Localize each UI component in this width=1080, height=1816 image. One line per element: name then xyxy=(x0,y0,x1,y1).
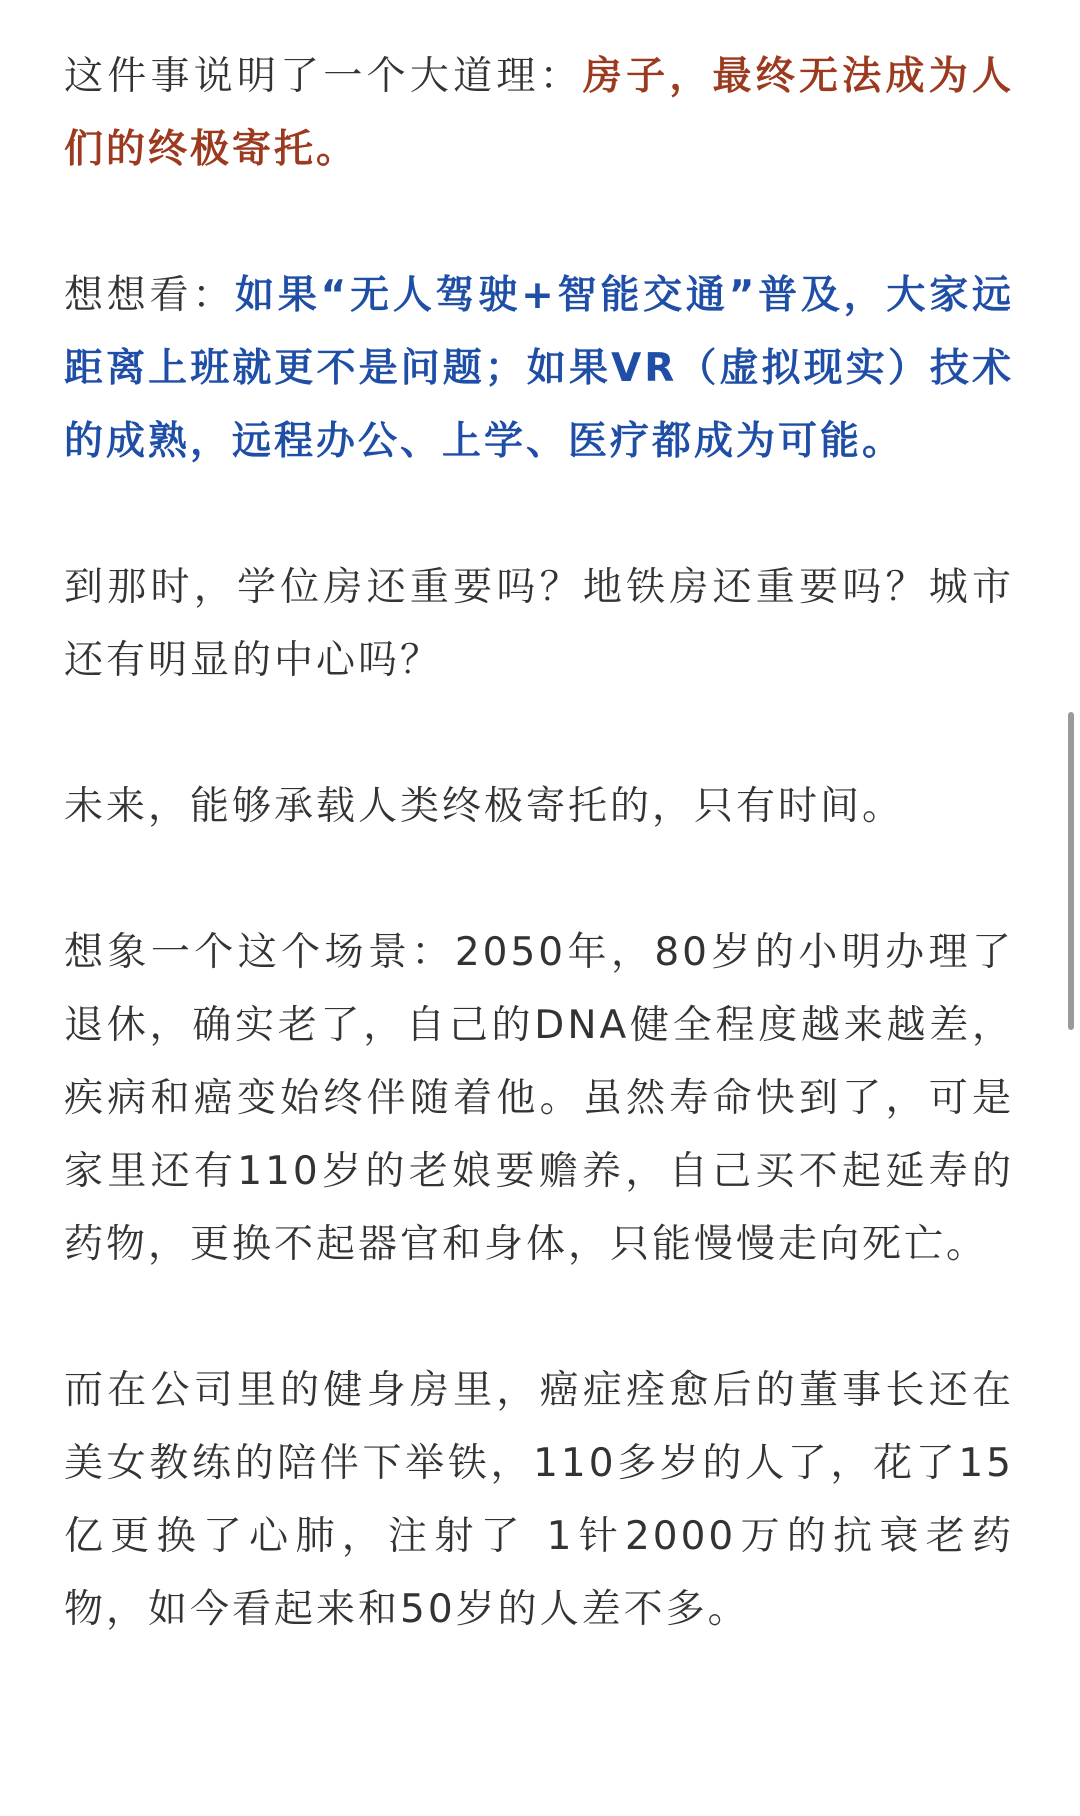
text-segment: 这件事说明了一个大道理： xyxy=(64,54,583,99)
text-segment: 到那时，学位房还重要吗？地铁房还重要吗？城市还有明显的中心吗？ xyxy=(64,565,1014,683)
scrollbar-thumb[interactable] xyxy=(1068,712,1074,1030)
paragraph-time xyxy=(64,770,1014,843)
text-segment: 而在公司里的健身房里，癌症痊愈后的董事长还在美女教练的陪伴下举铁，110多岁的人了，花了15亿更换了心肺，注射了 1针2000万的抗衰老药物，如今看起来和50岁的人差不多。 xyxy=(64,1368,1014,1632)
highlighted-text-red: 房子，最终无法成为人们的终极寄托。 xyxy=(64,54,1014,172)
paragraph-questions xyxy=(64,551,1014,697)
article-body xyxy=(64,40,1014,1719)
text-segment: 想想看： xyxy=(64,273,236,318)
paragraph-scenario-xiaoming xyxy=(64,916,1014,1281)
text-segment: 想象一个这个场景：2050年，80岁的小明办理了退休，确实老了，自己的DNA健全程度越来越差，疾病和癌变始终伴随着他。虽然寿命快到了，可是家里还有110岁的老娘要赡养，自己买不起延寿的药物，更换不起器官和身体，只能慢慢走向死亡。 xyxy=(64,930,1014,1267)
paragraph-future-tech xyxy=(64,259,1014,478)
text-segment: 未来，能够承载人类终极寄托的，只有时间。 xyxy=(64,784,905,829)
scrollbar[interactable] xyxy=(1066,0,1080,1816)
paragraph-conclusion xyxy=(64,40,1014,186)
paragraph-scenario-chairman xyxy=(64,1354,1014,1646)
highlighted-text-blue: 如果“无人驾驶+智能交通”普及，大家远距离上班就更不是问题；如果VR（虚拟现实）技术的成熟，远程办公、上学、医疗都成为可能。 xyxy=(64,273,1014,464)
